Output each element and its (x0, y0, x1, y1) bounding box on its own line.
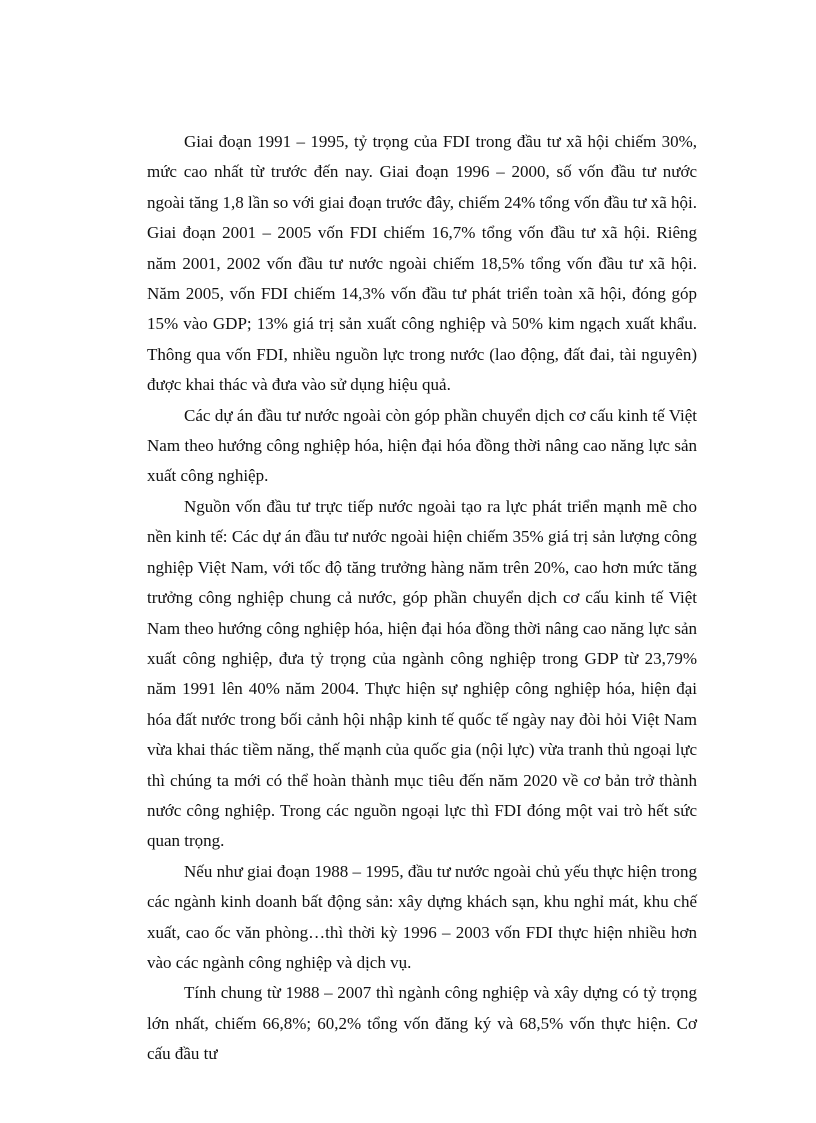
paragraph-industry-share-1988-2007: Tính chung từ 1988 – 2007 thì ngành công nghiệp và xây dựng có tỷ trọng lớn nhất, chiếm 66,8%; 60,2% tổng vốn đăng ký và 68,5% vốn thực hiện. Cơ cấu đầu tư (147, 983, 697, 1064)
paragraph-fdi-industrial-growth: Nguồn vốn đầu tư trực tiếp nước ngoài tạo ra lực phát triển mạnh mẽ cho nền kinh tế: Các dự án đầu tư nước ngoài hiện chiếm 35% giá trị sản lượng công nghiệp Việt Nam, với tốc độ tăng trưởng hàng năm trên 20%, cao hơn mức tăng trưởng công nghiệp chung cả nước, góp phần chuyển dịch cơ cấu kinh tế Việt Nam theo hướng công nghiệp hóa, hiện đại hóa đồng thời nâng cao năng lực sản xuất công nghiệp, đưa tỷ trọng của ngành công nghiệp trong GDP từ 23,79% năm 1991 lên 40% năm 2004. Thực hiện sự nghiệp công nghiệp hóa, hiện đại hóa đất nước trong bối cảnh hội nhập kinh tế quốc tế ngày nay đòi hỏi Việt Nam vừa khai thác tiềm năng, thế mạnh của quốc gia (nội lực) vừa tranh thủ ngoại lực thì chúng ta mới có thể hoàn thành mục tiêu đến năm 2020 về cơ bản trở thành nước công nghiệp. Trong các nguồn ngoại lực thì FDI đóng một vai trò hết sức quan trọng. (147, 496, 697, 851)
paragraph-sector-shift: Nếu như giai đoạn 1988 – 1995, đầu tư nước ngoài chủ yếu thực hiện trong các ngành kinh doanh bất động sản: xây dựng khách sạn, khu nghỉ mát, khu chế xuất, cao ốc văn phòng…thì thời kỳ 1996 – 2003 vốn FDI thực hiện nhiều hơn vào các ngành công nghiệp và dịch vụ. (147, 861, 697, 972)
document-page (147, 127, 697, 1070)
paragraph-economic-restructuring: Các dự án đầu tư nước ngoài còn góp phần chuyển dịch cơ cấu kinh tế Việt Nam theo hướng công nghiệp hóa, hiện đại hóa đồng thời nâng cao năng lực sản xuất công nghiệp. (147, 405, 697, 486)
paragraph-fdi-share-periods: Giai đoạn 1991 – 1995, tỷ trọng của FDI trong đầu tư xã hội chiếm 30%, mức cao nhất từ trước đến nay. Giai đoạn 1996 – 2000, số vốn đầu tư nước ngoài tăng 1,8 lần so với giai đoạn trước đây, chiếm 24% tổng vốn đầu tư xã hội. Giai đoạn 2001 – 2005 vốn FDI chiếm 16,7% tổng vốn đầu tư xã hội. Riêng năm 2001, 2002 vốn đầu tư nước ngoài chiếm 18,5% tổng vốn đầu tư xã hội. Năm 2005, vốn FDI chiếm 14,3% vốn đầu tư phát triển toàn xã hội, đóng góp 15% vào GDP; 13% giá trị sản xuất công nghiệp và 50% kim ngạch xuất khẩu. Thông qua vốn FDI, nhiều nguồn lực trong nước (lao động, đất đai, tài nguyên) được khai thác và đưa vào sử dụng hiệu quả. (147, 132, 697, 395)
